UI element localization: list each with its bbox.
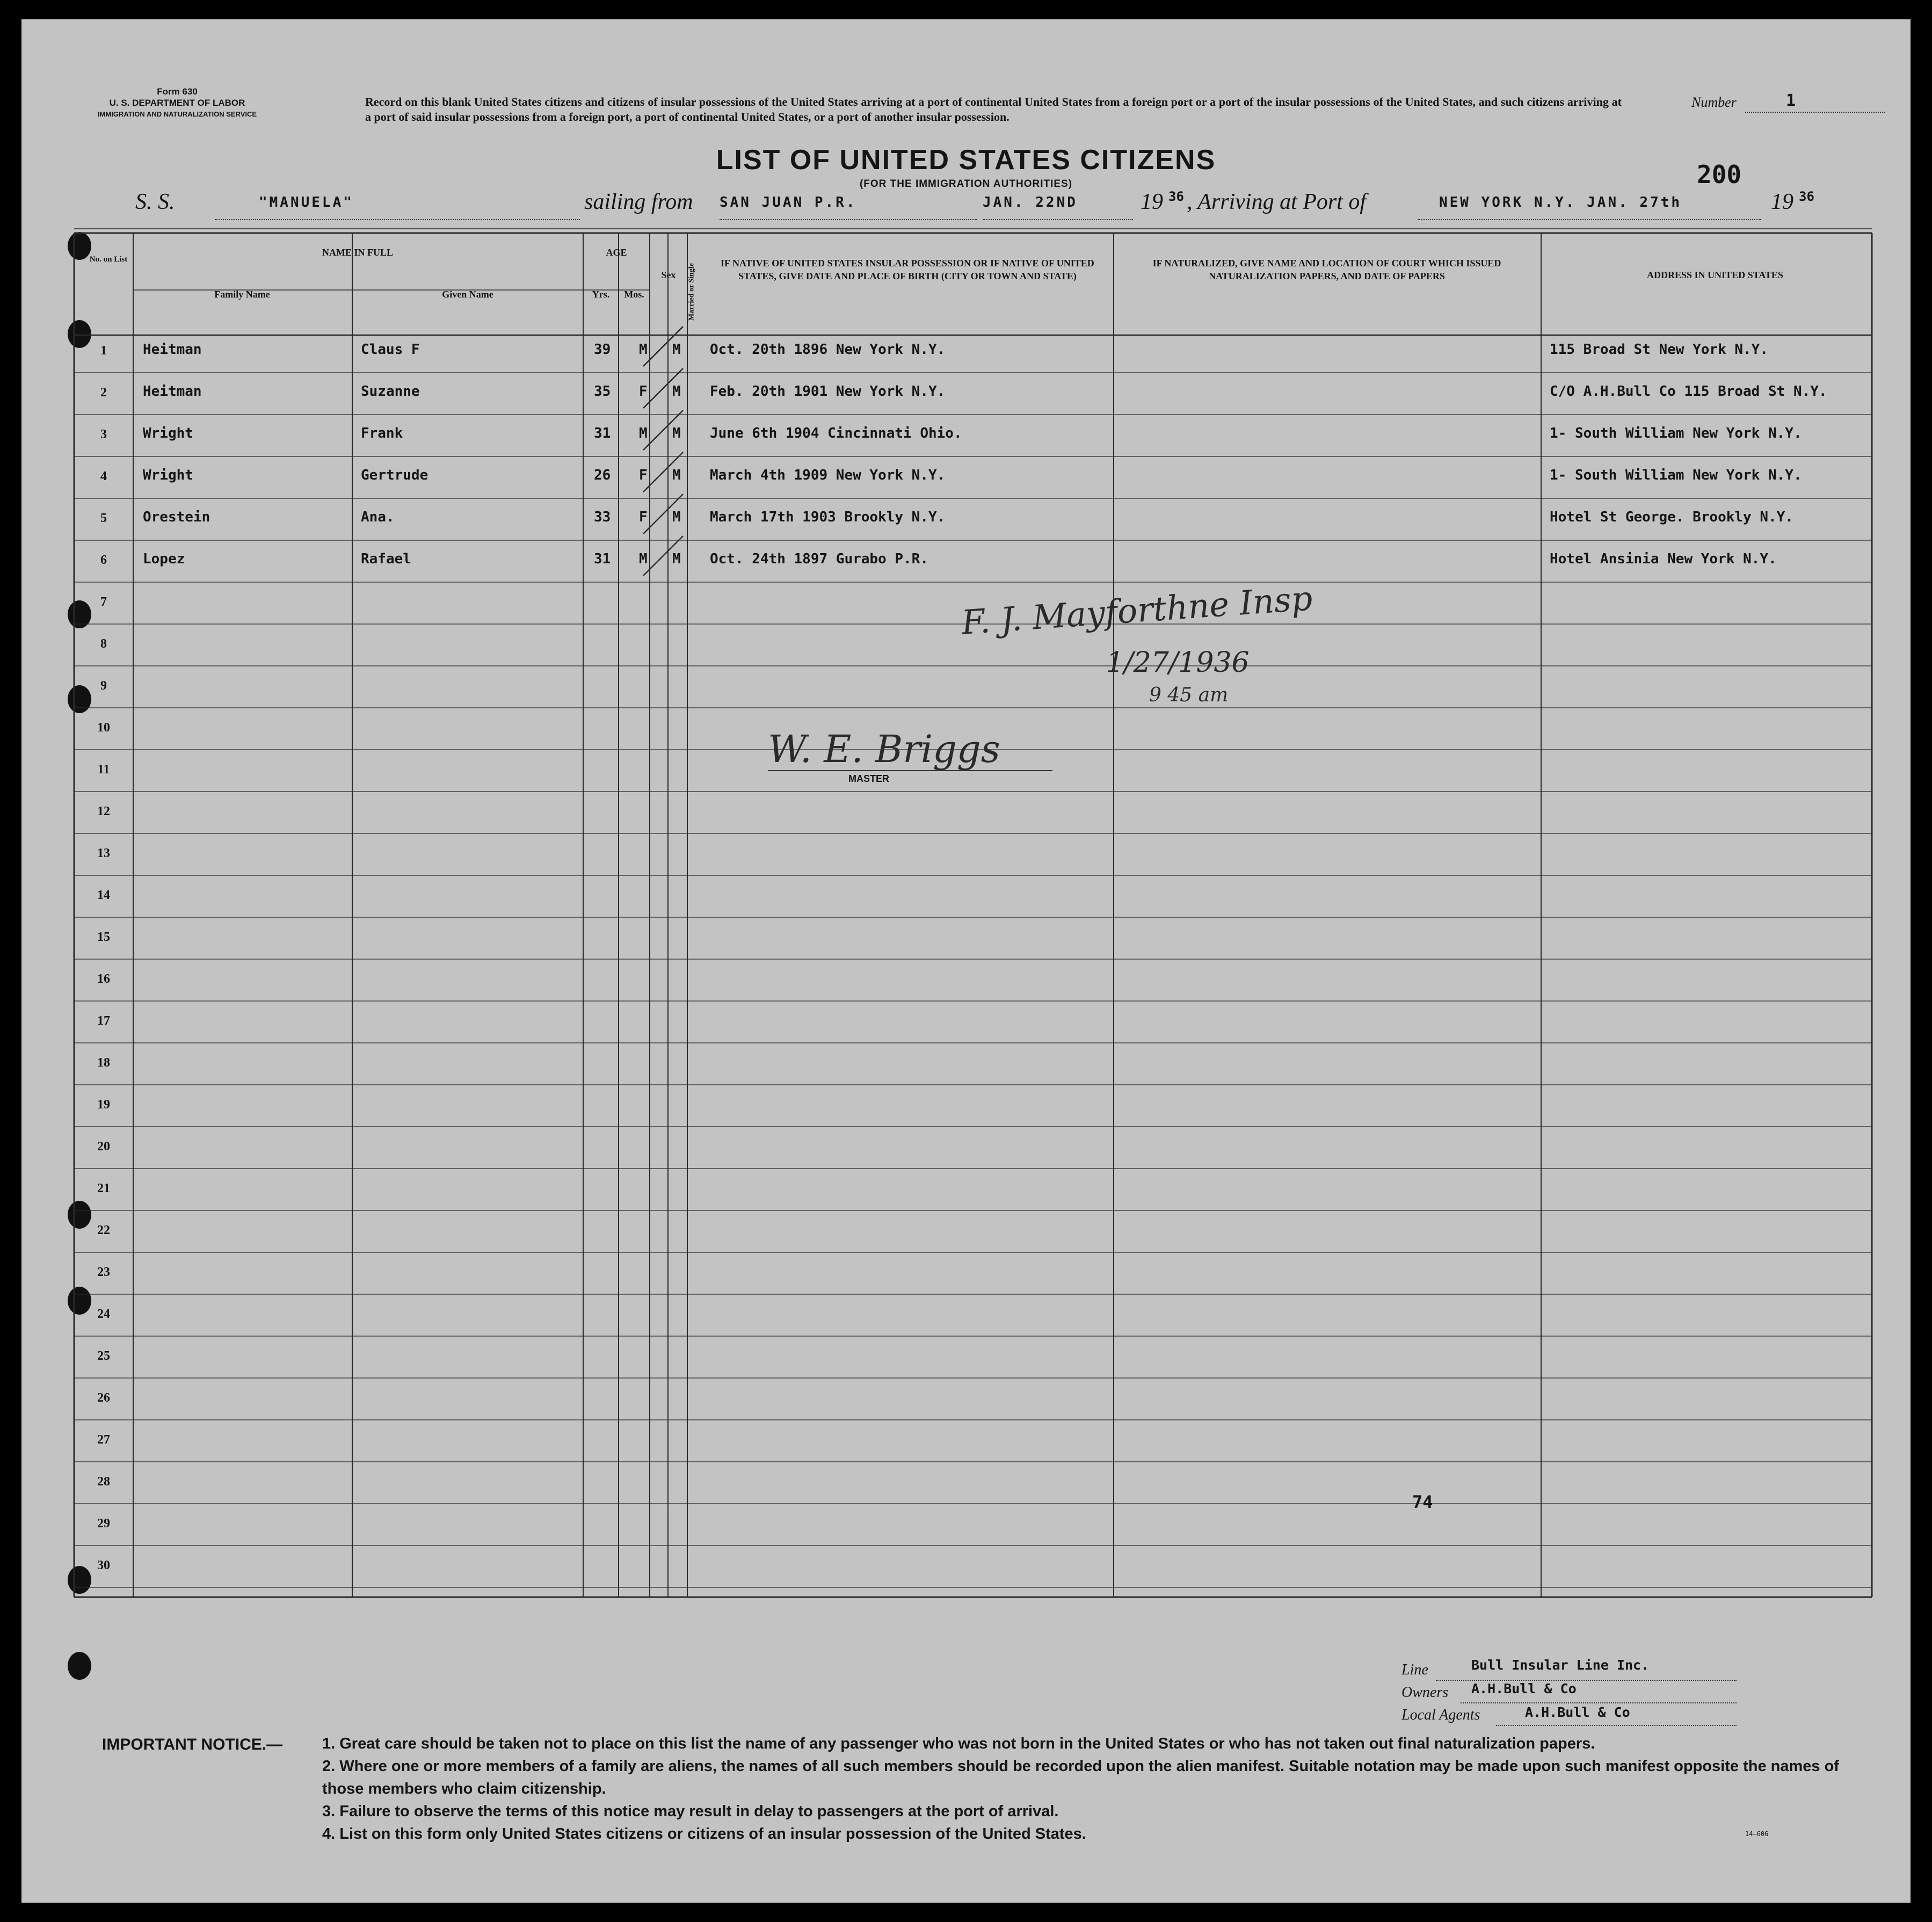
age-yrs-cell: 26	[594, 467, 611, 483]
row-number: 16	[97, 972, 110, 986]
age-yrs-cell: 31	[594, 551, 611, 567]
given-name-cell: Gertrude	[361, 467, 428, 483]
header-yrs: Yrs.	[592, 289, 610, 300]
master-signature: W. E. Briggs	[768, 727, 1000, 771]
birth-cell: Oct. 20th 1896 New York N.Y.	[710, 342, 946, 358]
row-number: 11	[97, 763, 110, 777]
age-yrs-cell: 31	[594, 425, 611, 441]
sailing-label: sailing from	[584, 190, 693, 214]
manifest-grid	[21, 19, 1911, 1903]
row-number: 12	[97, 804, 110, 818]
page-subtitle: (FOR THE IMMIGRATION AUTHORITIES)	[859, 178, 1073, 190]
birth-cell: Oct. 24th 1897 Gurabo P.R.	[710, 551, 928, 567]
header-age: AGE	[606, 247, 627, 258]
ship-name: "MANUELA"	[259, 194, 354, 211]
family-name-cell: Orestein	[143, 509, 210, 525]
given-name-cell: Ana.	[361, 509, 395, 525]
agents-rule	[1496, 1725, 1737, 1726]
age-yrs-cell: 35	[594, 383, 611, 400]
notice-item-1: 1. Great care should be taken not to place on this list the name of any passenger who was not born in the United States or who has not taken out final naturalization papers.	[322, 1735, 1595, 1752]
row-number: 27	[97, 1433, 110, 1447]
notice-item-3: 3. Failure to observe the terms of this notice may result in delay to passengers at the port of arrival.	[322, 1803, 1059, 1820]
row-number: 29	[97, 1517, 110, 1531]
married-status-cell: M	[672, 383, 681, 400]
married-status-cell: M	[672, 509, 681, 525]
given-name-cell: Claus F	[361, 342, 420, 358]
age-yrs-cell: 33	[594, 509, 611, 525]
row-number: 8	[100, 637, 107, 651]
sex-cell: M	[639, 551, 648, 567]
inspection-date: 1/27/1936	[1106, 647, 1250, 679]
row-number: 25	[97, 1349, 110, 1363]
arrival-port: NEW YORK N.Y. JAN. 27th	[1439, 194, 1682, 211]
sex-cell: M	[639, 342, 648, 358]
row-number: 24	[97, 1307, 110, 1321]
sail-date: JAN. 22ND	[983, 194, 1078, 211]
notice-item-4: 4. List on this form only United States citizens or citizens of an insular possession of the United States.	[322, 1825, 1086, 1843]
married-status-cell: M	[672, 551, 681, 567]
birth-cell: Feb. 20th 1901 New York N.Y.	[710, 383, 946, 400]
sex-cell: F	[639, 467, 648, 483]
ss-label: S. S.	[135, 190, 175, 214]
owners-rule	[1461, 1702, 1737, 1703]
header-sex: Sex	[661, 270, 676, 280]
inspector-signature: F. J. Mayforthne Insp	[960, 578, 1314, 642]
master-line	[768, 770, 1052, 771]
row-number: 22	[97, 1223, 110, 1237]
row-number: 3	[100, 427, 107, 441]
sex-cell: F	[639, 509, 648, 525]
owners-value: A.H.Bull & Co	[1471, 1681, 1577, 1696]
number-label: Number	[1691, 95, 1737, 110]
row-number: 6	[100, 553, 107, 567]
header-address: ADDRESS IN UNITED STATES	[1647, 270, 1783, 280]
arrival-year-prefix: 19	[1771, 190, 1793, 214]
header-birth: IF NATIVE OF UNITED STATES INSULAR POSSESSION OR IF NATIVE OF UNITED STATES, GIVE DATE AND PLACE OF BIRTH (CITY OR TOWN AND STATE)	[721, 258, 1094, 281]
age-yrs-cell: 39	[594, 342, 611, 358]
row-number: 7	[100, 595, 107, 609]
row-number: 30	[97, 1558, 110, 1572]
given-name-cell: Suzanne	[361, 383, 420, 400]
header-naturalized: IF NATURALIZED, GIVE NAME AND LOCATION OF COURT WHICH ISSUED NATURALIZATION PAPERS, AND DATE OF PAPERS	[1152, 258, 1501, 281]
from-port: SAN JUAN P.R.	[720, 194, 857, 211]
year-prefix: 19	[1141, 190, 1163, 214]
address-cell: 1- South William New York N.Y.	[1550, 467, 1802, 483]
notice-item-2: 2. Where one or more members of a family are aliens, the names of all such members should be recorded upon the alien manifest. Suitable notation may be made upon such manifest opposite the names of those members who claim citizenship.	[322, 1758, 1839, 1797]
married-status-cell: M	[672, 342, 681, 358]
row-number: 5	[100, 511, 107, 525]
row-number: 19	[97, 1098, 110, 1112]
row-number: 21	[97, 1181, 110, 1195]
address-cell: Hotel Ansinia New York N.Y.	[1550, 551, 1777, 567]
sex-cell: M	[639, 425, 648, 441]
row-number: 23	[97, 1265, 110, 1279]
address-cell: 115 Broad St New York N.Y.	[1550, 342, 1768, 358]
married-status-cell: M	[672, 467, 681, 483]
arrival-year: 36	[1799, 189, 1814, 204]
page-stamp: 74	[1412, 1492, 1433, 1512]
header-married: Married or Single	[687, 263, 696, 321]
header-mos: Mos.	[624, 289, 644, 300]
form-number: Form 630	[157, 86, 198, 97]
sail-year: 36	[1168, 189, 1184, 204]
service: IMMIGRATION AND NATURALIZATION SERVICE	[97, 110, 257, 118]
print-code: 14—606	[1745, 1830, 1769, 1838]
header-given-name: Given Name	[442, 289, 493, 300]
address-cell: C/O A.H.Bull Co 115 Broad St N.Y.	[1550, 383, 1827, 400]
row-number: 14	[97, 888, 110, 902]
given-name-cell: Frank	[361, 425, 403, 441]
birth-cell: June 6th 1904 Cincinnati Ohio.	[710, 425, 962, 441]
row-number: 2	[100, 386, 107, 400]
owners-label: Owners	[1401, 1684, 1449, 1701]
row-number: 4	[100, 469, 107, 483]
given-name-cell: Rafael	[361, 551, 411, 567]
address-cell: 1- South William New York N.Y.	[1550, 425, 1802, 441]
birth-cell: March 4th 1909 New York N.Y.	[710, 467, 946, 483]
inspection-time: 9 45 am	[1149, 684, 1229, 706]
address-cell: Hotel St George. Brookly N.Y.	[1550, 509, 1793, 525]
arriving-label: , Arriving at Port of	[1187, 190, 1367, 214]
sex-cell: F	[639, 383, 648, 400]
row-number: 1	[100, 344, 107, 358]
row-number: 15	[97, 930, 110, 944]
department: U. S. DEPARTMENT OF LABOR	[109, 98, 245, 108]
manifest-sheet	[21, 19, 1911, 1903]
header-family-name: Family Name	[214, 289, 270, 300]
birth-cell: March 17th 1903 Brookly N.Y.	[710, 509, 946, 525]
header-no: No. on List	[89, 255, 128, 264]
stamp-number: 200	[1697, 160, 1742, 189]
agents-label: Local Agents	[1401, 1707, 1480, 1723]
number-value: 1	[1786, 91, 1796, 110]
page-title: LIST OF UNITED STATES CITIZENS	[716, 144, 1216, 176]
row-number: 13	[97, 846, 110, 860]
notice-heading: IMPORTANT NOTICE.—	[102, 1736, 283, 1753]
row-number: 18	[97, 1056, 110, 1070]
row-number: 17	[97, 1014, 110, 1028]
row-number: 9	[100, 679, 107, 693]
family-name-cell: Wright	[143, 425, 193, 441]
family-name-cell: Wright	[143, 467, 193, 483]
family-name-cell: Lopez	[143, 551, 185, 567]
header-name-in-full: NAME IN FULL	[322, 247, 393, 258]
line-value: Bull Insular Line Inc.	[1471, 1657, 1650, 1673]
row-number: 28	[97, 1475, 110, 1489]
row-number: 10	[97, 721, 110, 735]
married-status-cell: M	[672, 425, 681, 441]
family-name-cell: Heitman	[143, 342, 202, 358]
family-name-cell: Heitman	[143, 383, 202, 400]
intro-text: Record on this blank United States citizens and citizens of insular possessions of the United States arriving at a port of continental United States from a foreign port or a port of the insular possessions of the United States, and such citizens arriving at a port of said insular possessions from a foreign port, a port of continental United States, or a port of another insular possession.	[365, 95, 1622, 124]
row-number: 26	[97, 1391, 110, 1405]
line-label: Line	[1401, 1662, 1428, 1678]
row-number: 20	[97, 1140, 110, 1154]
agents-value: A.H.Bull & Co	[1525, 1705, 1630, 1720]
master-label: MASTER	[848, 773, 889, 784]
